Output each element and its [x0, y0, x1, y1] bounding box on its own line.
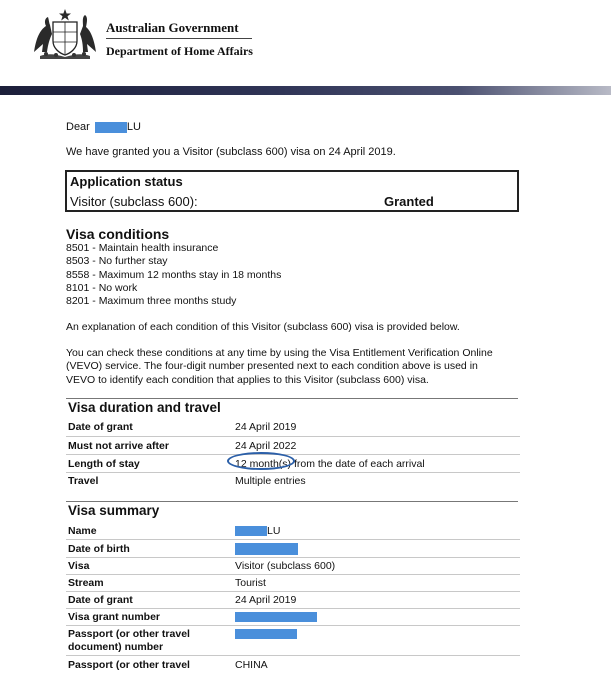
- row-label: Length of stay: [68, 458, 140, 470]
- row-value: Visitor (subclass 600): [235, 560, 336, 572]
- greeting: [66, 121, 141, 133]
- row-label: Stream: [68, 577, 104, 589]
- row-label: Date of grant: [68, 421, 133, 433]
- row-value: 24 April 2022: [235, 440, 297, 452]
- summary-surname: LU: [267, 525, 281, 537]
- row-label: Name: [68, 525, 97, 537]
- row-value: [235, 628, 297, 641]
- department-name: Department of Home Affairs: [106, 44, 253, 58]
- table-row: [66, 437, 520, 455]
- row-label: Date of grant: [68, 594, 133, 606]
- application-status-box: [65, 170, 519, 212]
- application-status-title: Application status: [70, 174, 183, 189]
- letterhead-divider: [106, 38, 252, 39]
- visa-conditions-title: Visa conditions: [66, 226, 170, 242]
- condition-item: 8501 - Maintain health insurance: [66, 242, 219, 254]
- condition-item: 8558 - Maximum 12 months stay in 18 months: [66, 268, 282, 281]
- row-label: Passport (or other travel document) number: [68, 628, 190, 653]
- table-row: [66, 540, 520, 558]
- redacted-given-name: [95, 122, 127, 133]
- table-row: [66, 625, 520, 656]
- header-band: [0, 86, 611, 95]
- row-value: 24 April 2019: [235, 594, 297, 606]
- application-status-value: Granted: [384, 194, 434, 209]
- vevo-line: You can check these conditions at any time by using the Visa Entitlement Verification Online: [66, 347, 493, 359]
- table-row: [66, 591, 520, 609]
- circled-annotation: [227, 452, 295, 470]
- row-label: Must not arrive after: [68, 440, 169, 452]
- grant-statement: We have granted you a Visitor (subclass 600) visa on 24 April 2019.: [66, 146, 396, 158]
- table-row: [66, 574, 520, 592]
- row-value: [235, 525, 280, 538]
- condition-item: 8101 - No work: [66, 281, 138, 294]
- table-row: [66, 656, 520, 673]
- vevo-paragraph: [66, 347, 541, 387]
- greeting-surname: LU: [126, 121, 141, 133]
- section-divider: [66, 398, 518, 399]
- table-row: [66, 472, 520, 489]
- application-status-visa: Visitor (subclass 600):: [70, 194, 198, 209]
- visa-conditions-list: [66, 242, 281, 308]
- row-value: [235, 611, 317, 624]
- redacted-grant-number: [235, 612, 317, 622]
- vevo-line: VEVO to identify each condition that applies to this Visitor (subclass 600) visa.: [66, 373, 429, 386]
- row-value: [235, 543, 298, 556]
- redacted-date-of-birth: [235, 543, 298, 555]
- condition-item: 8503 - No further stay: [66, 255, 168, 268]
- row-label: Passport (or other travel: [68, 659, 190, 671]
- table-row: [66, 522, 520, 540]
- letterhead: [0, 0, 611, 86]
- redacted-passport-number: [235, 629, 297, 639]
- row-value: Multiple entries: [235, 475, 306, 487]
- table-row: [66, 557, 520, 575]
- coat-of-arms-icon: [30, 8, 100, 60]
- conditions-explanation: An explanation of each condition of this Visitor (subclass 600) visa is provided below.: [66, 321, 460, 333]
- vevo-line: (VEVO) service. The four-digit number presented next to each condition above is used in: [66, 360, 478, 373]
- row-label: Date of birth: [68, 543, 130, 555]
- government-name: Australian Government: [106, 20, 239, 35]
- row-label: Visa: [68, 560, 90, 572]
- summary-section-title: Visa summary: [68, 503, 160, 518]
- row-value: Tourist: [235, 577, 266, 589]
- duration-section-title: Visa duration and travel: [68, 400, 221, 415]
- greeting-prefix: Dear: [66, 121, 90, 133]
- table-row: [66, 608, 520, 626]
- condition-item: 8201 - Maximum three months study: [66, 295, 237, 308]
- row-label: Travel: [68, 475, 99, 487]
- section-divider: [66, 501, 518, 502]
- redacted-given-name: [235, 526, 267, 536]
- row-label: Visa grant number: [68, 611, 160, 623]
- table-row: [66, 418, 520, 437]
- row-value: CHINA: [235, 659, 268, 671]
- row-value: 24 April 2019: [235, 421, 297, 433]
- row-value: 12 month(s) from the date of each arrival: [235, 458, 425, 470]
